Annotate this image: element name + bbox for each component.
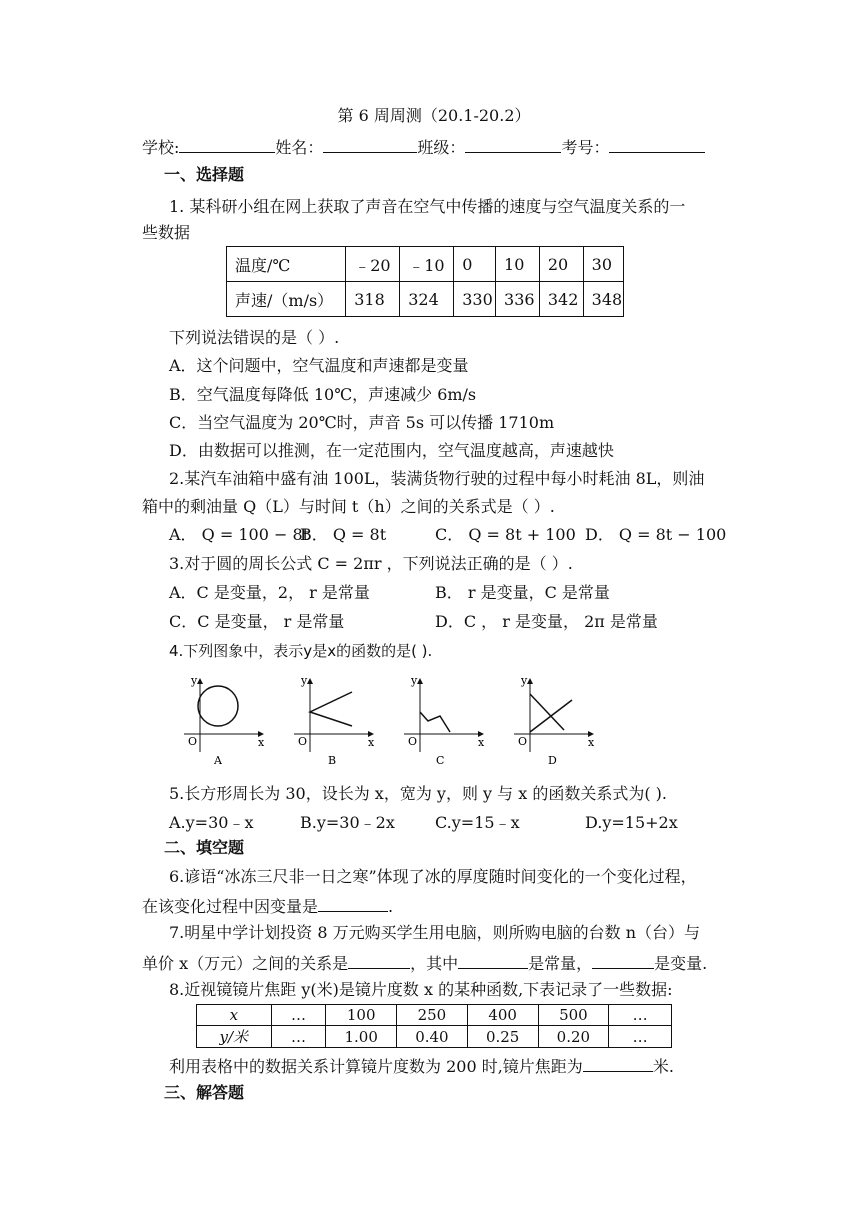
- q7-answer-blank-1[interactable]: [348, 951, 410, 969]
- table-cell: …: [609, 1005, 672, 1026]
- q8-line3-text: 利用表格中的数据关系计算镜片度数为 200 时,镜片焦距为: [169, 1057, 583, 1076]
- q2-stem-line1: 2.某汽车油箱中盛有油 100L，装满货物行驶的过程中每小时耗油 8L，则油: [169, 469, 705, 488]
- axis-x-label: x: [258, 736, 265, 749]
- q2-option-a[interactable]: A． Q = 100 − 8t: [169, 525, 310, 544]
- section-answer-heading: 三、解答题: [164, 1083, 245, 1102]
- q6-line2-text: 在该变化过程中因变量是: [142, 897, 319, 916]
- q5-option-a[interactable]: A.y=30﹣x: [169, 813, 254, 832]
- table-cell: 0: [454, 247, 496, 282]
- table-cell: 324: [400, 282, 454, 317]
- q8-stem-line1: 8.近视镜镜片焦距 y(米)是镜片度数 x 的某种函数,下表记录了一些数据:: [169, 980, 673, 999]
- q1-data-table: [226, 246, 624, 317]
- q1-option-b[interactable]: B．空气温度每降低 10℃，声速减少 6m/s: [169, 385, 477, 404]
- table-cell: 0.40: [397, 1026, 468, 1048]
- q1-prompt: 下列说法错误的是（ ）.: [169, 328, 340, 347]
- q2-option-c[interactable]: C． Q = 8t + 100: [435, 525, 576, 544]
- graph-label-b: B: [328, 754, 337, 767]
- class-blank[interactable]: [465, 135, 561, 153]
- origin-label: O: [298, 735, 308, 748]
- name-label: 姓名：: [275, 138, 324, 157]
- table-cell: y/米: [197, 1026, 272, 1048]
- table-row: [197, 1026, 672, 1048]
- table-cell: 20: [539, 247, 583, 282]
- table-cell: 100: [326, 1005, 397, 1026]
- table-cell: 250: [397, 1005, 468, 1026]
- graph-d-svg: [508, 676, 594, 768]
- q3-option-c[interactable]: C．C 是变量， r 是常量: [169, 612, 345, 631]
- student-info-line: [142, 135, 705, 159]
- graph-d[interactable]: [508, 676, 594, 772]
- graph-label-a: A: [214, 754, 222, 767]
- table-cell: …: [271, 1005, 326, 1026]
- q7-answer-blank-3[interactable]: [592, 951, 654, 969]
- graph-c-svg: [398, 676, 484, 768]
- q6-stem-line2: [142, 894, 393, 918]
- page-title: 第 6 周周测（20.1-20.2）: [337, 106, 531, 125]
- table-cell: 500: [538, 1005, 609, 1026]
- q3-stem: 3.对于圆的周长公式 C = 2πr ，下列说法正确的是（ ）.: [169, 554, 573, 573]
- graph-a-svg: [178, 676, 264, 768]
- q1-option-c[interactable]: C．当空气温度为 20℃时，声音 5s 可以传播 1710m: [169, 413, 555, 432]
- axis-x-label: x: [588, 736, 595, 749]
- q8-answer-blank[interactable]: [583, 1054, 653, 1072]
- section-choice-heading: 一、选择题: [164, 165, 245, 184]
- table-cell: 温度/℃: [227, 247, 346, 282]
- q7-text-b: ，其中: [410, 954, 459, 973]
- q7-answer-blank-2[interactable]: [458, 951, 528, 969]
- axis-x-label: x: [368, 736, 375, 749]
- q8-line3-end: 米.: [652, 1057, 674, 1076]
- q1-stem-line1: 1. 某科研小组在网上获取了声音在空气中传播的速度与空气温度关系的一: [169, 197, 686, 216]
- table-cell: …: [271, 1026, 326, 1048]
- table-cell: 342: [539, 282, 583, 317]
- table-cell: 0.25: [467, 1026, 538, 1048]
- table-cell: 348: [583, 282, 623, 317]
- origin-label: O: [188, 735, 198, 748]
- table-row: [197, 1005, 672, 1026]
- origin-label: O: [518, 735, 528, 748]
- exam-no-blank[interactable]: [609, 135, 705, 153]
- graph-b[interactable]: [288, 676, 374, 772]
- table-row: [227, 282, 624, 317]
- axis-y-label: y: [521, 674, 528, 687]
- q2-option-b[interactable]: B． Q = 8t: [300, 525, 387, 544]
- q5-stem: 5.长方形周长为 30，设长为 x，宽为 y，则 y 与 x 的函数关系式为( ).: [169, 784, 668, 803]
- table-cell: 336: [496, 282, 540, 317]
- q8-stem-line3: [169, 1054, 674, 1078]
- graph-a[interactable]: [178, 676, 264, 772]
- graph-label-d: D: [548, 754, 557, 767]
- class-label: 班级：: [417, 138, 466, 157]
- q7-stem-line1: 7.明星中学计划投资 8 万元购买学生用电脑，则所购电脑的台数 n（台）与: [169, 923, 701, 942]
- graph-b-svg: [288, 676, 374, 768]
- q3-option-d[interactable]: D．C ， r 是变量， 2π 是常量: [435, 612, 658, 631]
- q5-option-d[interactable]: D.y=15+2x: [585, 813, 678, 832]
- q7-stem-line2: [142, 951, 707, 975]
- table-row: [227, 247, 624, 282]
- axis-y-label: y: [191, 674, 198, 687]
- exam-no-label: 考号：: [561, 138, 610, 157]
- q7-text-a: 单价 x（万元）之间的关系是: [142, 954, 349, 973]
- q1-option-a[interactable]: A．这个问题中，空气温度和声速都是变量: [169, 356, 469, 375]
- school-blank[interactable]: [179, 135, 275, 153]
- table-cell: 1.00: [326, 1026, 397, 1048]
- section-fill-heading: 二、填空题: [164, 838, 245, 857]
- q7-text-d: 是变量.: [654, 954, 708, 973]
- graph-label-c: C: [436, 754, 445, 767]
- q4-stem: 4.下列图象中，表示y是x的函数的是( ).: [169, 642, 433, 660]
- origin-label: O: [408, 735, 418, 748]
- table-cell: 10: [496, 247, 540, 282]
- q5-option-b[interactable]: B.y=30﹣2x: [300, 813, 395, 832]
- axis-y-label: y: [411, 674, 418, 687]
- q8-data-table: [196, 1004, 672, 1048]
- table-cell: ﹣10: [400, 247, 454, 282]
- axis-y-label: y: [301, 674, 308, 687]
- table-cell: 400: [467, 1005, 538, 1026]
- table-cell: 30: [583, 247, 623, 282]
- q3-option-a[interactable]: A．C 是变量，2， r 是常量: [169, 583, 370, 602]
- table-cell: 330: [454, 282, 496, 317]
- q3-option-b[interactable]: B． r 是变量，C 是常量: [435, 583, 610, 602]
- q7-text-c: 是常量，: [528, 954, 593, 973]
- axis-x-label: x: [478, 736, 485, 749]
- q1-stem-line2: 些数据: [142, 223, 191, 242]
- q2-stem-line2: 箱中的剩油量 Q（L）与时间 t（h）之间的关系式是（ ）.: [142, 497, 555, 516]
- q1-option-d[interactable]: D．由数据可以推测，在一定范围内，空气温度越高，声速越快: [169, 441, 614, 460]
- q5-option-c[interactable]: C.y=15﹣x: [435, 813, 520, 832]
- table-cell: ﹣20: [346, 247, 400, 282]
- graph-c[interactable]: [398, 676, 484, 772]
- table-cell: 318: [346, 282, 400, 317]
- table-cell: …: [609, 1026, 672, 1048]
- q6-stem-line1: 6.谚语“冰冻三尺非一日之寒”体现了冰的厚度随时间变化的一个变化过程，: [169, 867, 697, 886]
- name-blank[interactable]: [323, 135, 417, 153]
- q6-line2-end: .: [388, 897, 394, 916]
- table-cell: x: [197, 1005, 272, 1026]
- school-label: 学校:: [142, 138, 180, 157]
- q6-answer-blank[interactable]: [318, 894, 388, 912]
- table-cell: 声速/（m/s）: [227, 282, 346, 317]
- q2-option-d[interactable]: D． Q = 8t − 100: [585, 525, 727, 544]
- table-cell: 0.20: [538, 1026, 609, 1048]
